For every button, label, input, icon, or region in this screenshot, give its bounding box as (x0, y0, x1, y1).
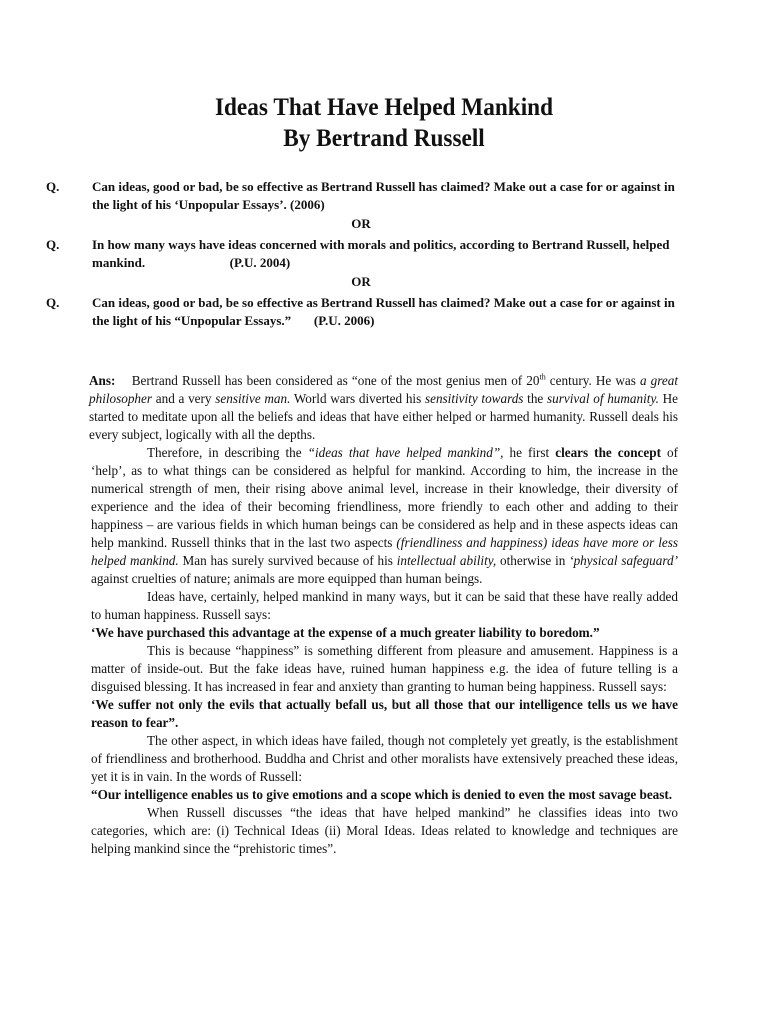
question-3 (46, 294, 686, 330)
answer-paragraph-3: Ideas have, certainly, helped mankind in many ways, but it can be said that these have really added to human happiness. Russell says: (91, 589, 678, 622)
answer-paragraph-1: Ans: Bertrand Russell has been considered as “one of the most genius men of 20th century. He was a great philosopher and a very sensitive man. World wars diverted his sensitivity towards the survival of humanity. He started to meditate upon all the beliefs and ideas that have either helped or harmed humanity. Russell deals his every subject, logically with all the depths. (89, 372, 679, 442)
answer-body (91, 372, 678, 858)
question-text: In how many ways have ideas concerned with morals and politics, according to Bertrand Russell, helped mankind. (P.U. 2004) (92, 237, 673, 270)
question-1 (46, 178, 686, 214)
russell-quote-2: ‘We suffer not only the evils that actually befall us, but all those that our intelligence tells us we have reason to fear”. (91, 697, 678, 730)
answer-label: Ans: (89, 373, 116, 388)
russell-quote-3: “Our intelligence enables us to give emotions and a scope which is denied to even the most savage beast. (91, 787, 673, 802)
question-label: Q. (46, 179, 60, 194)
document-title: Ideas That Have Helped Mankind (214, 94, 554, 121)
question-label: Q. (46, 237, 60, 252)
answer-paragraph-5: The other aspect, in which ideas have failed, though not completely yet greatly, is the establishment of friendliness and brotherhood. Buddha and Christ and other moralists have extensively preached these ideas, yet it is in vain. In the words of Russell: (91, 733, 678, 784)
or-separator: OR (351, 274, 371, 289)
question-2 (46, 236, 686, 272)
answer-paragraph-2: Therefore, in describing the “ideas that have helped mankind”, he first clears the concept of ‘help’, as to what things can be considered as helpful for mankind. According to him, the increase in the numerical strength of men, their rising above animal level, increase in their knowledge, their diversity of experience and the idea of their becoming friendliness, more friendly to each other and adding to their happiness – are various fields in which human beings can be considered as help and in these aspects ideas can help mankind. Russell thinks that in the last two aspects (friendliness and happiness) ideas have more or less helped mankind. Man has surely survived because of his intellectual ability, otherwise in ‘physical safeguard’ against cruelties of nature; animals are more equipped than human beings. (91, 445, 678, 586)
question-text: Can ideas, good or bad, be so effective as Bertrand Russell has claimed? Make out a case for or against in the light of his ‘Unpopular Essays’. (2006) (92, 179, 675, 212)
or-separator: OR (351, 216, 371, 231)
question-label: Q. (46, 295, 60, 310)
document-author: By Bertrand Russell (283, 125, 485, 152)
answer-paragraph-6: When Russell discusses “the ideas that have helped mankind” he classifies ideas into two categories, which are: (i) Technical Ideas (ii) Moral Ideas. Ideas related to knowledge and techniques are helping mankind since the “prehistoric times”. (91, 805, 678, 856)
answer-paragraph-4: This is because “happiness” is something different from pleasure and amusement. Happiness is a matter of inside-out. But the fake ideas have, ruined human happiness e.g. the idea of future telling is a disguised blessing. It has increased in fear and anxiety than granting to human being happiness. Russell says: (91, 643, 678, 694)
question-text: Can ideas, good or bad, be so effective as Bertrand Russell has claimed? Make out a case for or against in the light of his “Unpopular Essays.” (P.U. 2006) (92, 295, 679, 328)
russell-quote-1: ‘We have purchased this advantage at the expense of a much greater liability to boredom.” (91, 625, 600, 640)
